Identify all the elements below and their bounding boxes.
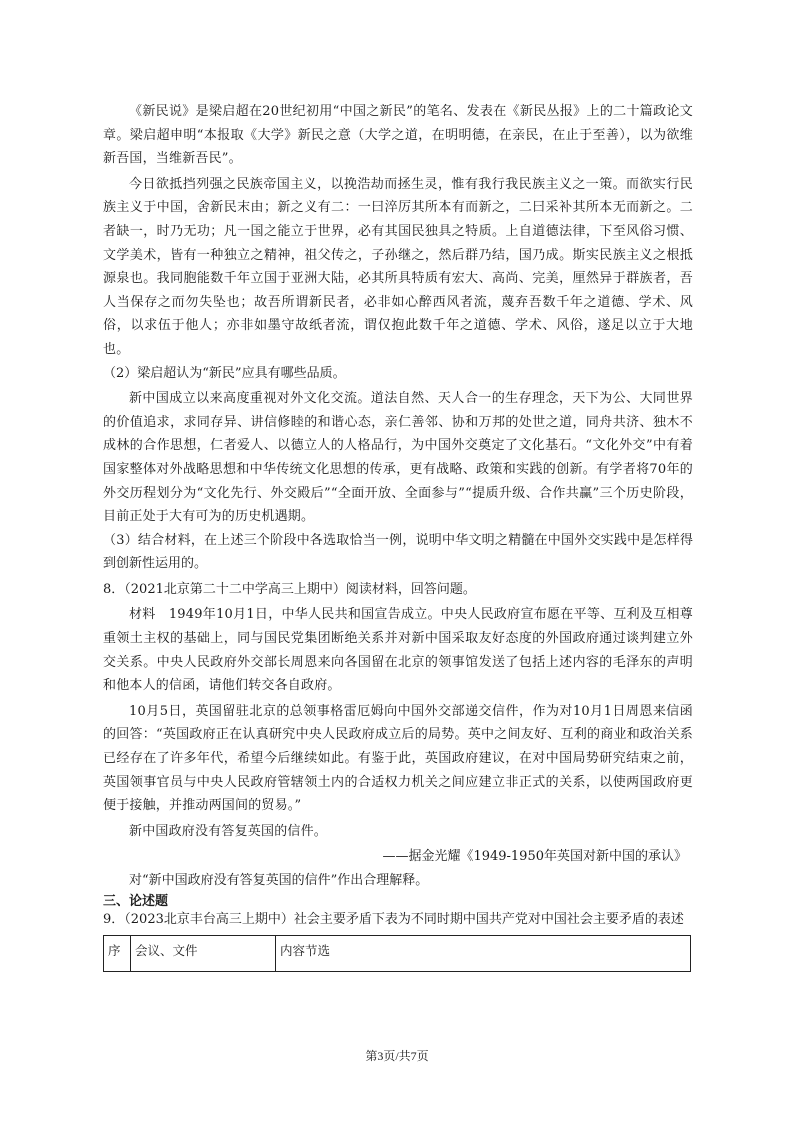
passage-xinminshuo-intro: 《新民说》是梁启超在20世纪初用“中国之新民”的笔名、发表在《新民丛报》上的二十篇政论文章。梁启超申明“本报取《大学》新民之意（大学之道，在明明德，在亲民，在止于至善），以为欲维新吾国，当维新吾民”。 [103, 104, 693, 167]
question-7-2: （2）梁启超认为“新民”应具有哪些品质。 [103, 365, 346, 381]
material-british-letter: 10月5日，英国留驻北京的总领事格雷厄姆向中国外交部递交信件，作为对10月1日周恩来信函的回答：“英国政府正在认真研究中央人民政府成立后的局势。英中之间友好、互利的商业和政治关系已经存在了许多年代，希望今后继续如此。有鉴于此，英国政府建议，在对中国局势研究结束之前，英国领事官员与中央人民政府管辖领土内的合适权力机关之间应建立非正式的关系，以使两国政府更便于接触，并推动两国间的贸易。” [103, 703, 693, 814]
page-content [103, 100, 693, 972]
material-no-reply: 新中国政府没有答复英国的信件。 [129, 823, 328, 839]
table-header-index: 序 [104, 935, 131, 971]
question-8-task: 对“新中国政府没有答复英国的信件”作出合理解释。 [129, 873, 429, 888]
material-1949: 材料 1949年10月1日，中华人民共和国宣告成立。中央人民政府宣布愿在平等、互利及互相尊重领土主权的基础上，同与国民党集团断绝关系并对新中国采取友好态度的外国政府通过谈判建立外交关系。中央人民政府外交部长周恩来向各国留在北京的领事馆发送了包括上述内容的毛泽东的声明和他本人的信函，请他们转交各自政府。 [103, 607, 693, 694]
passage-xinminshuo-excerpt: 今日欲抵挡列强之民族帝国主义，以挽浩劫而拯生灵，惟有我行我民族主义之一策。而欲实行民族主义于中国，舍新民末由；新之义有二：一曰淬厉其所本有而新之，二曰采补其所本无而新之。二者缺一，时乃无功；凡一国之能立于世界，必有其国民独具之特质。上自道德法律，下至风俗习惯、文学美术，皆有一种独立之精神，祖父传之，子孙继之，然后群乃结，国乃成。斯实民族主义之根抵源泉也。我同胞能数千年立国于亚洲大陆，必其所具特质有宏大、高尚、完美，厘然异于群族者，吾人当保存之而勿失坠也；故吾所谓新民者，必非如心醉西风者流，蔑弃吾数千年之道德、学术、风俗，以求伍于他人；亦非如墨守故纸者流，谓仅抱此数千年之道德、学术、风俗，遂足以立于大地也。 [103, 176, 693, 357]
question-7-3: （3）结合材料，在上述三个阶段中各选取恰当一例，说明中华文明之精髓在中国外交实践中是怎样得到创新性运用的。 [103, 532, 693, 572]
material-source: ——据金光耀《1949-1950年英国对新中国的承认》 [382, 849, 687, 865]
table-header-content: 内容节选 [276, 935, 691, 971]
passage-cultural-diplomacy: 新中国成立以来高度重视对外文化交流。道法自然、天人合一的生存理念，天下为公、大同世界的价值追求，求同存异、讲信修睦的和谐心态，亲仁善邻、协和万邦的处世之道，同舟共济、独木不成林的合作思想，仁者爱人、以德立人的人格品行，为中国外交奠定了文化基石。“文化外交”中有着国家整体对外战略思想和中华传统文化思想的传承，更有战略、政策和实践的创新。有学者将70年的外交历程划分为“文化先行、外交殿后”“全面开放、全面参与”“提质升级、合作共赢”三个历史阶段，目前正处于大有可为的历史机遇期。 [103, 391, 693, 525]
section-heading-essay: 三、论述题 [103, 893, 169, 909]
page-footer: 第3页/共7页 [365, 1049, 429, 1063]
table-header-meeting: 会议、文件 [131, 935, 276, 971]
question-9-heading: 9．（2023北京丰台高三上期中）社会主要矛盾下表为不同时期中国共产党对中国社会主要矛盾的表述 [103, 911, 684, 927]
table-header-row [104, 935, 691, 971]
contradiction-table [103, 935, 691, 972]
question-8-heading: 8．（2021北京第二十二中学高三上期中）阅读材料，回答问题。 [103, 581, 476, 597]
